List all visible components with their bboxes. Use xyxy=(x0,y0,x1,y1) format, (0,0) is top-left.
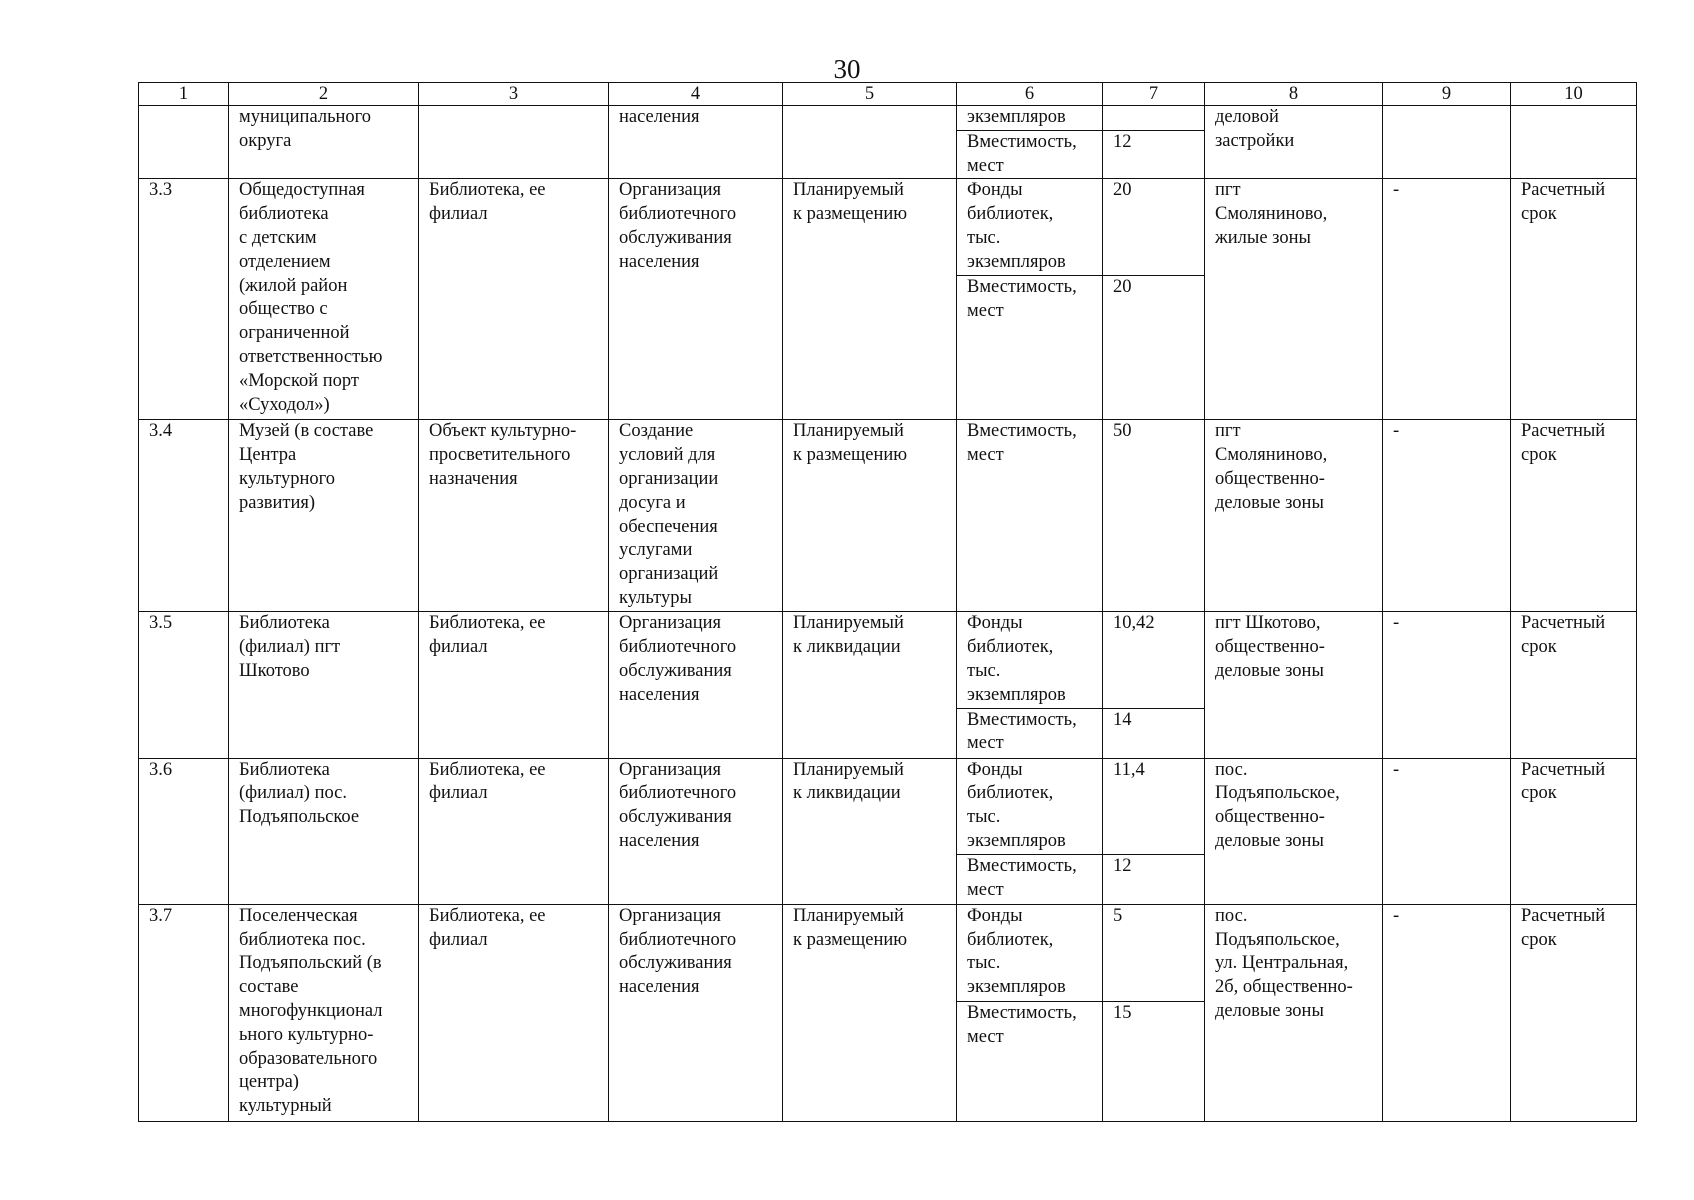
column-number: 8 xyxy=(1205,83,1383,106)
table-row xyxy=(139,420,1637,612)
characteristic-cell: Вместимость, мест xyxy=(957,130,1103,179)
table-row xyxy=(139,758,1637,854)
purpose-cell: Организация библиотечного обслуживания населения xyxy=(609,904,783,1121)
characteristic-cell: Вместимость, мест xyxy=(957,276,1103,420)
object-type-cell: Библиотека, ее филиал xyxy=(419,179,609,420)
characteristic-cell: Фонды библиотек, тыс. экземпляров xyxy=(957,904,1103,1001)
zone-cell: - xyxy=(1383,758,1511,904)
object-name-cell: Библиотека (филиал) пос. Подъяпольское xyxy=(229,758,419,904)
purpose-cell: Создание условий для организации досуга и обеспечения услугами организаций культуры xyxy=(609,420,783,612)
characteristic-cell: Фонды библиотек, тыс. экземпляров xyxy=(957,758,1103,854)
object-type-cell: Объект культурно- просветительного назначения xyxy=(419,420,609,612)
object-name-cell: Музей (в составе Центра культурного развития) xyxy=(229,420,419,612)
purpose-cell: Организация библиотечного обслуживания населения xyxy=(609,179,783,420)
term-cell xyxy=(1511,106,1637,179)
characteristic-value-cell: 11,4 xyxy=(1103,758,1205,854)
object-name-cell: Общедоступная библиотека с детским отделением (жилой район общество с ограниченной ответственностью «Морской порт «Суходол») xyxy=(229,179,419,420)
column-number: 7 xyxy=(1103,83,1205,106)
location-cell: пос. Подъяпольское, общественно- деловые зоны xyxy=(1205,758,1383,904)
row-number-cell: 3.5 xyxy=(139,612,229,758)
table-row-continuation xyxy=(139,106,1637,131)
object-name-cell: муниципального округа xyxy=(229,106,419,179)
characteristic-value-cell: 14 xyxy=(1103,708,1205,758)
term-cell: Расчетный срок xyxy=(1511,420,1637,612)
document-table xyxy=(138,82,1637,1122)
zone-cell: - xyxy=(1383,612,1511,758)
object-type-cell: Библиотека, ее филиал xyxy=(419,904,609,1121)
zone-cell: - xyxy=(1383,179,1511,420)
page-number: 30 xyxy=(833,54,861,84)
row-number-cell xyxy=(139,106,229,179)
characteristic-cell: Вместимость, мест xyxy=(957,420,1103,612)
location-cell: пгт Смоляниново, общественно- деловые зоны xyxy=(1205,420,1383,612)
table-row xyxy=(139,612,1637,708)
purpose-cell: населения xyxy=(609,106,783,179)
status-cell xyxy=(783,106,957,179)
column-number: 1 xyxy=(139,83,229,106)
table-row xyxy=(139,179,1637,276)
characteristic-value-cell: 12 xyxy=(1103,130,1205,179)
column-number: 3 xyxy=(419,83,609,106)
purpose-cell: Организация библиотечного обслуживания населения xyxy=(609,612,783,758)
term-cell: Расчетный срок xyxy=(1511,179,1637,420)
location-cell: пгт Шкотово, общественно- деловые зоны xyxy=(1205,612,1383,758)
table-row xyxy=(139,904,1637,1001)
object-type-cell: Библиотека, ее филиал xyxy=(419,612,609,758)
object-type-cell: Библиотека, ее филиал xyxy=(419,758,609,904)
column-number: 10 xyxy=(1511,83,1637,106)
status-cell: Планируемый к ликвидации xyxy=(783,758,957,904)
characteristic-cell: экземпляров xyxy=(957,106,1103,131)
location-cell: пос. Подъяпольское, ул. Центральная, 2б, общественно- деловые зоны xyxy=(1205,904,1383,1121)
characteristic-value-cell: 15 xyxy=(1103,1001,1205,1121)
row-number-cell: 3.3 xyxy=(139,179,229,420)
characteristic-value-cell xyxy=(1103,106,1205,131)
object-name-cell: Библиотека (филиал) пгт Шкотово xyxy=(229,612,419,758)
status-cell: Планируемый к размещению xyxy=(783,179,957,420)
column-number: 4 xyxy=(609,83,783,106)
characteristic-value-cell: 50 xyxy=(1103,420,1205,612)
zone-cell xyxy=(1383,106,1511,179)
term-cell: Расчетный срок xyxy=(1511,612,1637,758)
location-cell: деловой застройки xyxy=(1205,106,1383,179)
characteristic-value-cell: 20 xyxy=(1103,179,1205,276)
term-cell: Расчетный срок xyxy=(1511,904,1637,1121)
characteristic-cell: Фонды библиотек, тыс. экземпляров xyxy=(957,179,1103,276)
status-cell: Планируемый к ликвидации xyxy=(783,612,957,758)
characteristic-value-cell: 10,42 xyxy=(1103,612,1205,708)
object-type-cell xyxy=(419,106,609,179)
object-name-cell: Поселенческая библиотека пос. Подъяпольский (в составе многофункционал ьного культурно- образовательного центра) культурный xyxy=(229,904,419,1121)
column-number-row xyxy=(139,83,1637,106)
purpose-cell: Организация библиотечного обслуживания населения xyxy=(609,758,783,904)
column-number: 5 xyxy=(783,83,957,106)
characteristic-cell: Вместимость, мест xyxy=(957,708,1103,758)
column-number: 6 xyxy=(957,83,1103,106)
row-number-cell: 3.4 xyxy=(139,420,229,612)
characteristic-value-cell: 20 xyxy=(1103,276,1205,420)
column-number: 2 xyxy=(229,83,419,106)
characteristic-value-cell: 12 xyxy=(1103,854,1205,904)
characteristic-cell: Вместимость, мест xyxy=(957,1001,1103,1121)
zone-cell: - xyxy=(1383,420,1511,612)
row-number-cell: 3.6 xyxy=(139,758,229,904)
status-cell: Планируемый к размещению xyxy=(783,420,957,612)
column-number: 9 xyxy=(1383,83,1511,106)
characteristic-cell: Вместимость, мест xyxy=(957,854,1103,904)
characteristic-value-cell: 5 xyxy=(1103,904,1205,1001)
characteristic-cell: Фонды библиотек, тыс. экземпляров xyxy=(957,612,1103,708)
location-cell: пгт Смоляниново, жилые зоны xyxy=(1205,179,1383,420)
row-number-cell: 3.7 xyxy=(139,904,229,1121)
term-cell: Расчетный срок xyxy=(1511,758,1637,904)
zone-cell: - xyxy=(1383,904,1511,1121)
status-cell: Планируемый к размещению xyxy=(783,904,957,1121)
